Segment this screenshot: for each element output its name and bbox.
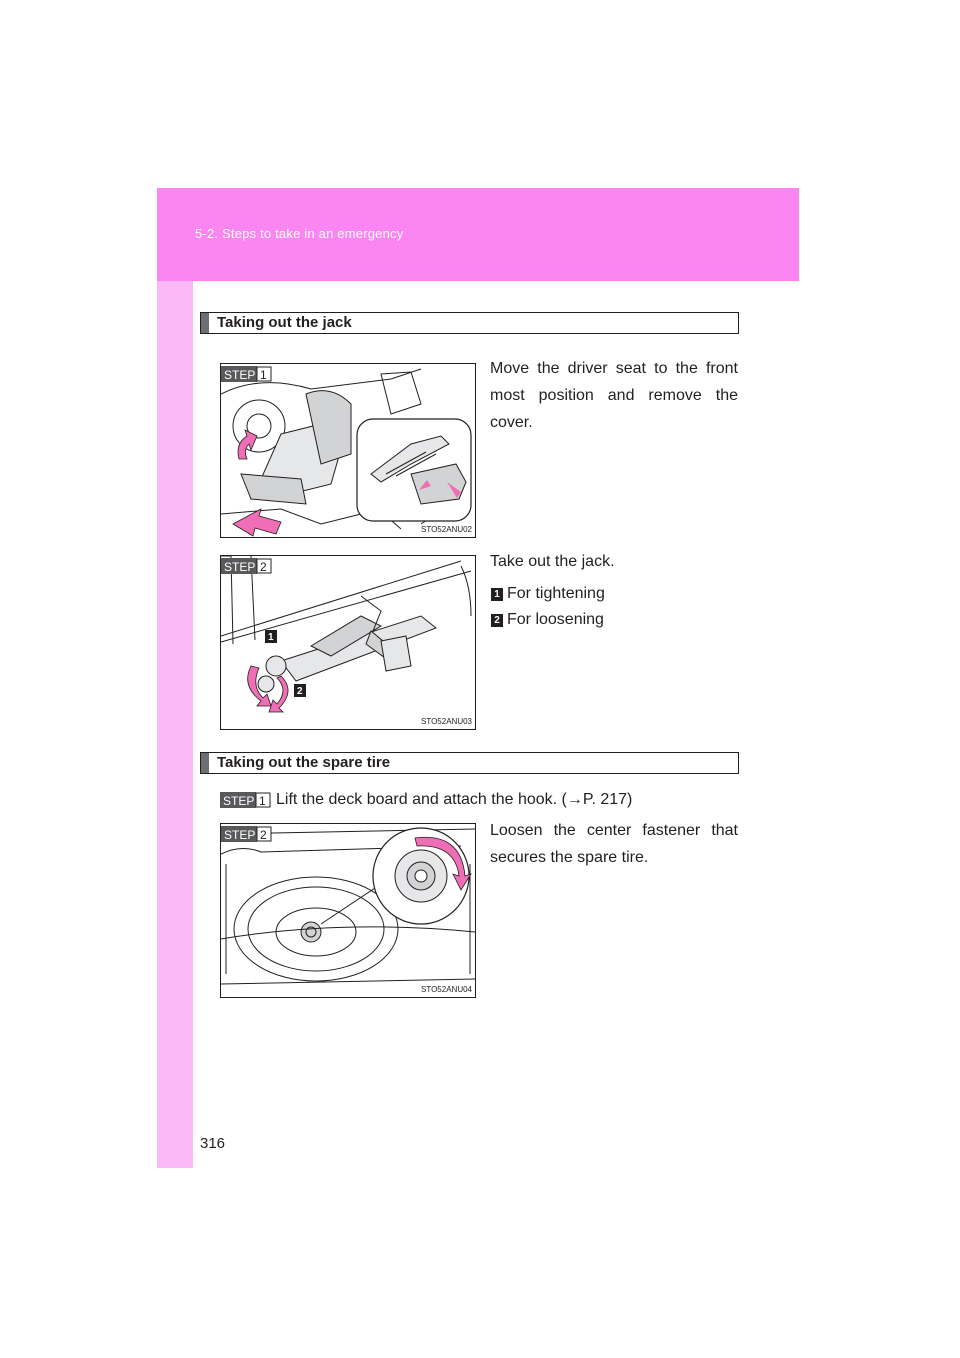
arrow-forward <box>233 509 281 536</box>
figure-code: STO52ANU03 <box>421 717 472 726</box>
figure-code: STO52ANU04 <box>421 985 472 994</box>
figure-code: STO52ANU02 <box>421 525 472 534</box>
step-2-badge <box>221 556 281 576</box>
side-tab-strip <box>157 188 193 1168</box>
svg-text:1: 1 <box>259 794 266 808</box>
figure-take-out-jack <box>220 555 476 730</box>
chapter-title: 5-2. Steps to take in an emergency <box>195 226 404 241</box>
step-2-badge <box>221 824 281 844</box>
step-1-instruction: Move the driver seat to the front most position and remove the cover. <box>490 360 738 431</box>
inset-circle <box>357 419 471 521</box>
section-title: Taking out the spare tire <box>217 754 391 771</box>
figure-spare-tire <box>220 823 476 998</box>
step-2-instruction: Take out the jack. <box>490 553 615 570</box>
list-item-tightening <box>491 585 605 603</box>
section-title: Taking out the jack <box>217 314 352 331</box>
section-heading-spare-tire <box>200 752 739 774</box>
spare-step-2-instruction: Loosen the center fastener that secures the spare tire. <box>490 822 738 866</box>
page-number: 316 <box>200 1135 226 1152</box>
step-1-badge <box>220 790 272 810</box>
svg-text:2: 2 <box>260 828 267 842</box>
item-label: For loosening <box>507 611 604 628</box>
list-item-loosening <box>491 611 604 629</box>
callout-number: 1 <box>491 588 503 601</box>
svg-text:STEP: STEP <box>224 828 256 842</box>
spare-step-1-instruction: Lift the deck board and attach the hook. (→P. 217) <box>276 791 633 808</box>
callout-number: 2 <box>491 614 503 627</box>
svg-text:2: 2 <box>260 560 267 574</box>
svg-text:STEP: STEP <box>224 368 256 382</box>
svg-text:STEP: STEP <box>224 560 256 574</box>
section-heading-jack <box>200 312 739 334</box>
item-label: For tightening <box>507 585 605 602</box>
svg-text:1: 1 <box>260 368 267 382</box>
figure-seat-cover <box>220 363 476 538</box>
svg-text:STEP: STEP <box>223 794 255 808</box>
spare-step-1-row <box>220 790 632 810</box>
svg-text:2: 2 <box>297 686 303 697</box>
step-1-badge <box>221 364 281 384</box>
inset-circle <box>373 828 471 924</box>
svg-text:1: 1 <box>268 632 274 643</box>
arrow-lift <box>238 430 257 459</box>
